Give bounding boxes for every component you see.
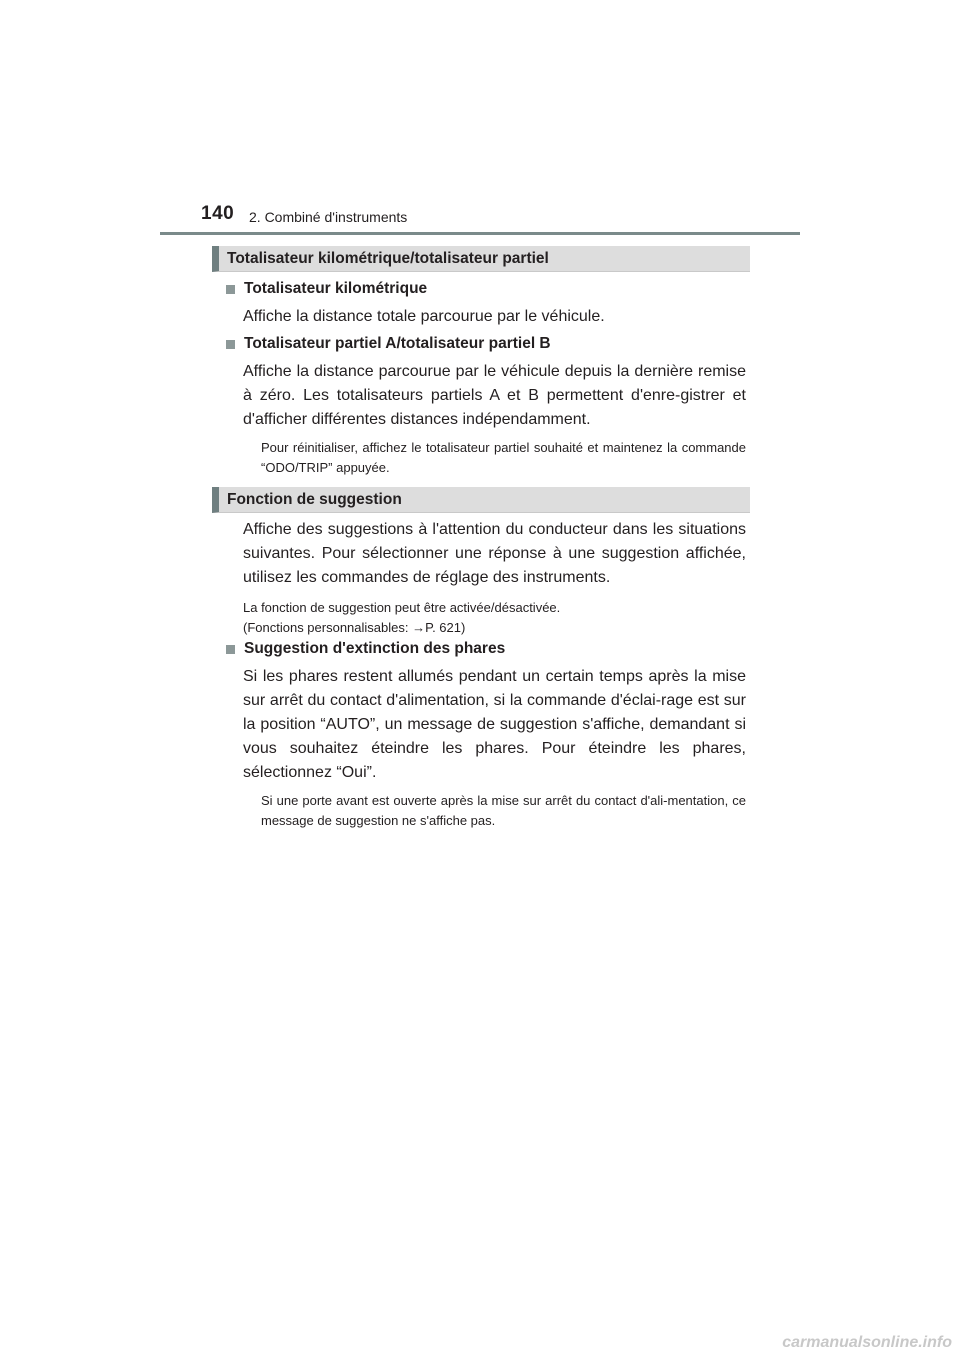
- item-body-trip-meter: Affiche la distance parcourue par le véhicule depuis la dernière remise à zéro. Les totalisateurs partiels A et B permettent d'enre-gistrer et d'afficher différentes distances indépendamment.: [243, 363, 746, 428]
- chapter-title: 2. Combiné d'instruments: [249, 209, 408, 225]
- item-heading-text: Totalisateur partiel A/totalisateur partiel B: [244, 335, 551, 352]
- item-headlight-suggestion: [224, 637, 746, 831]
- item-heading-headlight: [224, 637, 746, 661]
- item-trip-meter: [224, 332, 746, 478]
- header-rule: [160, 232, 800, 235]
- section-title-odometer: Totalisateur kilométrique/totalisateur partiel: [212, 246, 750, 272]
- suggestion-intro-block: [224, 518, 746, 638]
- suggestion-note-line1: La fonction de suggestion peut être activée/désactivée.: [243, 600, 561, 615]
- watermark: carmanualsonline.info: [782, 1334, 952, 1351]
- suggestion-intro: Affiche des suggestions à l'attention du conducteur dans les situations suivantes. Pour sélectionner une réponse à une suggestion affichée, utilisez les commandes de réglage des instruments.: [243, 521, 746, 586]
- item-heading-text: Totalisateur kilométrique: [244, 280, 428, 297]
- note-front-door: Si une porte avant est ouverte après la mise sur arrêt du contact d'ali-mentation, ce message de suggestion ne s'affiche pas.: [261, 793, 746, 828]
- square-bullet-icon: [226, 645, 235, 654]
- item-heading-text: Suggestion d'extinction des phares: [244, 640, 506, 657]
- suggestion-note-line2: (Fonctions personnalisables: →P. 621): [243, 620, 466, 635]
- item-heading-odometer: [224, 277, 746, 301]
- item-odometer: [224, 277, 746, 329]
- page-number: 140: [201, 203, 235, 224]
- square-bullet-icon: [226, 285, 235, 294]
- item-heading-trip-meter: [224, 332, 746, 356]
- section-title-suggestion: Fonction de suggestion: [212, 487, 750, 513]
- square-bullet-icon: [226, 340, 235, 349]
- item-body-odometer: Affiche la distance totale parcourue par le véhicule.: [243, 308, 605, 325]
- note-trip-reset: Pour réinitialiser, affichez le totalisateur partiel souhaité et maintenez la commande “ODO/TRIP” appuyée.: [261, 440, 746, 475]
- item-body-headlight: Si les phares restent allumés pendant un certain temps après la mise sur arrêt du contact d'alimentation, si la commande d'éclai-rage est sur la position “AUTO”, un message de suggestion s'affiche, demandant si vous souhaitez éteindre les phares. Pour éteindre les phares, sélectionnez “Oui”.: [243, 668, 746, 781]
